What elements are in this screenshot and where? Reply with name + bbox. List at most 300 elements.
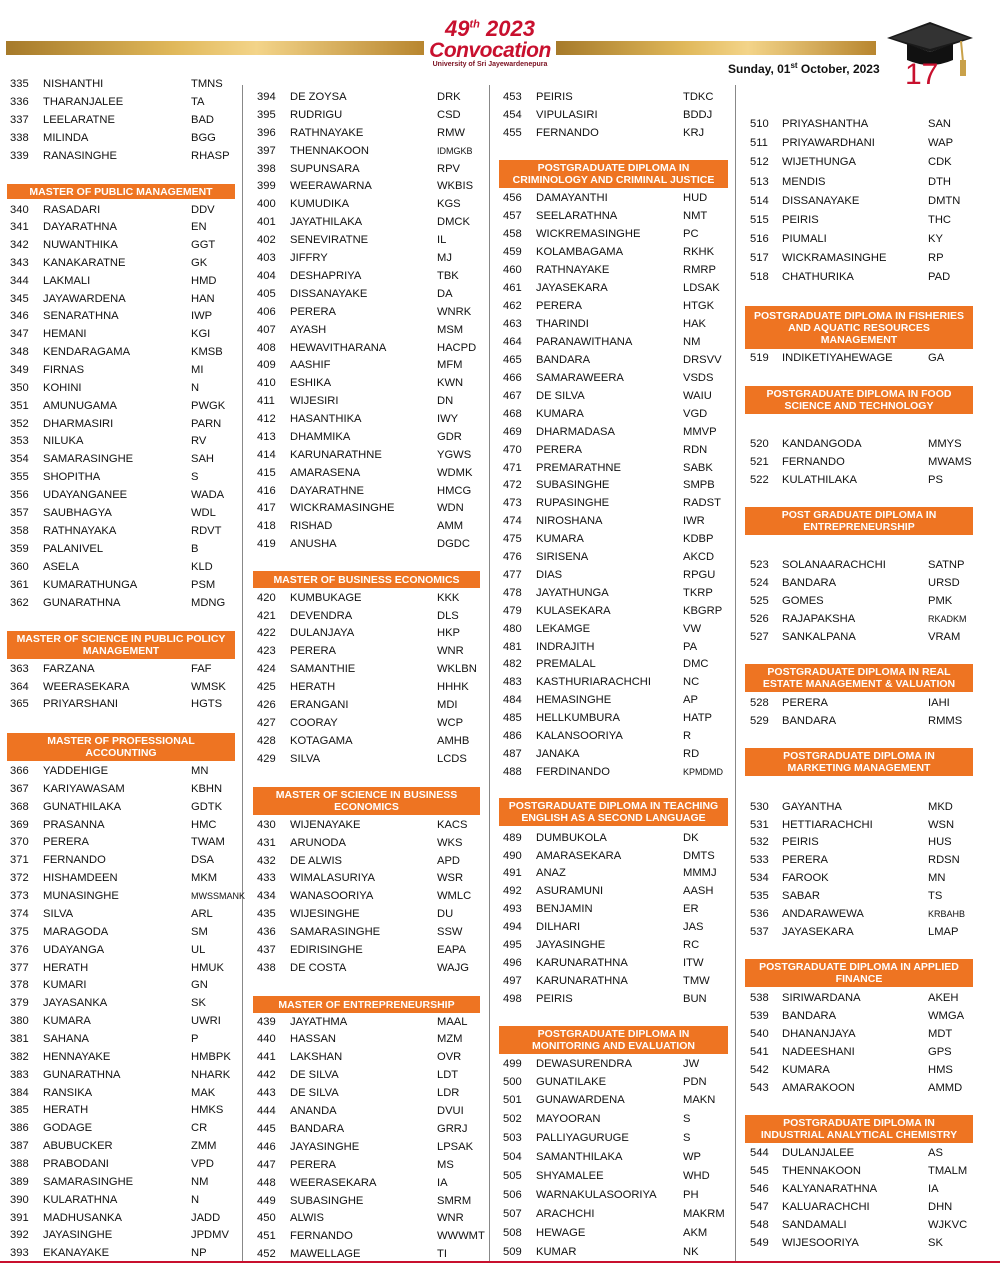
column-divider-3: [735, 85, 736, 1261]
graduate-name: HASSAN: [290, 1033, 337, 1045]
graduate-name: KUMBUKAGE: [290, 592, 362, 604]
graduate-code: YGWS: [437, 449, 472, 461]
graduate-number: 341: [10, 221, 29, 233]
graduate-row: [257, 1067, 482, 1083]
graduate-number: 547: [750, 1201, 769, 1213]
graduate-row: [257, 888, 482, 904]
graduate-number: 513: [750, 176, 769, 188]
section-header: POSTGRADUATE DIPLOMA IN REAL ESTATE MANAGEMENT & VALUATION: [745, 664, 973, 692]
graduate-number: 534: [750, 872, 769, 884]
graduate-name: SUBASINGHE: [290, 1195, 364, 1207]
graduate-row: [257, 89, 482, 105]
graduate-code: PAD: [928, 271, 951, 283]
graduate-code: KPMDMD: [683, 767, 723, 777]
logo-title: Convocation: [429, 39, 551, 62]
graduate-number: 449: [257, 1195, 276, 1207]
graduate-name: JAYATHUNGA: [536, 587, 609, 599]
graduate-number: 340: [10, 204, 29, 216]
graduate-number: 538: [750, 992, 769, 1004]
graduate-row: [257, 447, 482, 463]
graduate-row: [10, 870, 235, 886]
graduate-number: 504: [503, 1151, 522, 1163]
graduate-row: [10, 326, 235, 342]
graduate-number: 366: [10, 765, 29, 777]
graduate-name: DHANANJAYA: [782, 1028, 856, 1040]
graduate-name: KASTHURIARACHCHI: [536, 676, 651, 688]
graduate-code: RKADKM: [928, 614, 967, 624]
graduate-name: GAYANTHA: [782, 801, 842, 813]
graduate-row: [10, 1013, 235, 1029]
graduate-row: [10, 487, 235, 503]
graduate-row: [10, 112, 235, 128]
graduate-name: PALLIYAGURUGE: [536, 1132, 629, 1144]
graduate-name: KARUNARATHNA: [536, 975, 628, 987]
graduate-row: [257, 924, 482, 940]
graduate-code: GK: [191, 257, 208, 269]
graduate-row: [257, 232, 482, 248]
graduate-name: GUNATHILAKA: [43, 801, 122, 813]
graduate-row: [503, 460, 728, 476]
graduate-number: 475: [503, 533, 522, 545]
graduate-name: JAYASEKARA: [536, 282, 608, 294]
graduate-code: VW: [683, 623, 702, 635]
graduate-name: PREMARATHNE: [536, 462, 621, 474]
section-header: MASTER OF PUBLIC MANAGEMENT: [7, 184, 235, 199]
graduate-row: [503, 621, 728, 637]
graduate-name: DHARMADASA: [536, 426, 615, 438]
graduate-number: 414: [257, 449, 276, 461]
graduate-name: THARANJALEE: [43, 96, 124, 108]
graduate-name: KUMARATHUNGA: [43, 579, 138, 591]
graduate-row: [257, 125, 482, 141]
graduate-name: LEELARATNE: [43, 114, 115, 126]
graduate-number: 410: [257, 377, 276, 389]
graduate-row: [503, 1092, 728, 1108]
graduate-number: 452: [257, 1248, 276, 1260]
graduate-row: [750, 135, 975, 151]
graduate-name: PRIYARSHANI: [43, 698, 119, 710]
graduate-code: SMRM: [437, 1195, 472, 1207]
graduate-code: RADST: [683, 497, 721, 509]
graduate-number: 509: [503, 1246, 522, 1258]
graduate-code: BGG: [191, 132, 216, 144]
graduate-row: [750, 817, 975, 833]
graduate-number: 376: [10, 944, 29, 956]
graduate-code: HHHK: [437, 681, 469, 693]
graduate-row: [503, 830, 728, 846]
graduate-number: 469: [503, 426, 522, 438]
graduate-number: 436: [257, 926, 276, 938]
graduate-name: RATHNAYAKE: [536, 264, 610, 276]
graduate-name: DHAMMIKA: [290, 431, 351, 443]
graduate-code: HUD: [683, 192, 708, 204]
graduate-number: 446: [257, 1141, 276, 1153]
graduate-name: AMUNUGAMA: [43, 400, 117, 412]
graduate-code: RPV: [437, 163, 461, 175]
graduate-row: [503, 442, 728, 458]
graduate-code: KLD: [191, 561, 213, 573]
graduate-number: 438: [257, 962, 276, 974]
graduate-row: [503, 89, 728, 105]
graduate-row: [750, 1044, 975, 1060]
graduate-code: R: [683, 730, 692, 742]
graduate-name: JAYASINGHE: [536, 939, 606, 951]
graduate-name: INDIKETIYAHEWAGE: [782, 352, 893, 364]
graduate-row: [257, 411, 482, 427]
graduate-name: KALANSOORIYA: [536, 730, 623, 742]
graduate-number: 357: [10, 507, 29, 519]
graduate-row: [750, 231, 975, 247]
graduate-row: [750, 1181, 975, 1197]
graduate-number: 412: [257, 413, 276, 425]
graduate-code: MZM: [437, 1033, 463, 1045]
graduate-name: DULANJALEE: [782, 1147, 855, 1159]
graduate-code: WJKVC: [928, 1219, 968, 1231]
graduate-row: [750, 990, 975, 1006]
graduate-number: 458: [503, 228, 522, 240]
graduate-number: 402: [257, 234, 276, 246]
graduate-code: HAN: [191, 293, 215, 305]
graduate-name: WIJESINGHE: [290, 908, 360, 920]
graduate-name: DE SILVA: [536, 390, 585, 402]
graduate-row: [257, 304, 482, 320]
graduate-row: [750, 436, 975, 452]
graduate-number: 546: [750, 1183, 769, 1195]
graduate-number: 549: [750, 1237, 769, 1249]
graduate-name: RISHAD: [290, 520, 333, 532]
graduate-code: DMTS: [683, 850, 715, 862]
graduate-number: 525: [750, 595, 769, 607]
graduate-row: [503, 262, 728, 278]
section-header: MASTER OF BUSINESS ECONOMICS: [253, 571, 480, 588]
graduate-number: 404: [257, 270, 276, 282]
graduate-row: [750, 174, 975, 190]
graduate-number: 495: [503, 939, 522, 951]
graduate-number: 490: [503, 850, 522, 862]
graduate-code: GGT: [191, 239, 216, 251]
graduate-row: [257, 625, 482, 641]
graduate-name: KUMARA: [43, 1015, 91, 1027]
graduate-name: ANUSHA: [290, 538, 337, 550]
graduate-code: HGTS: [191, 698, 223, 710]
graduate-row: [503, 226, 728, 242]
graduate-row: [257, 250, 482, 266]
graduate-number: 455: [503, 127, 522, 139]
graduate-name: DE SILVA: [290, 1087, 339, 1099]
graduate-number: 338: [10, 132, 29, 144]
graduate-row: [750, 924, 975, 940]
graduate-number: 429: [257, 753, 276, 765]
graduate-name: KUMUDIKA: [290, 198, 350, 210]
graduate-row: [257, 960, 482, 976]
graduate-name: DEWASURENDRA: [536, 1058, 632, 1070]
graduate-row: [503, 1187, 728, 1203]
graduate-row: [503, 901, 728, 917]
graduate-name: ANDARAWEWA: [782, 908, 864, 920]
graduate-code: LDR: [437, 1087, 460, 1099]
graduate-row: [503, 352, 728, 368]
graduate-name: HERATH: [43, 962, 89, 974]
graduate-name: UDAYANGA: [43, 944, 105, 956]
graduate-code: DMC: [683, 658, 709, 670]
graduate-row: [503, 1244, 728, 1260]
graduate-number: 464: [503, 336, 522, 348]
graduate-number: 362: [10, 597, 29, 609]
graduate-number: 421: [257, 610, 276, 622]
graduate-row: [10, 1031, 235, 1047]
graduate-number: 523: [750, 559, 769, 571]
graduate-row: [503, 567, 728, 583]
graduate-row: [10, 469, 235, 485]
graduate-number: 483: [503, 676, 522, 688]
graduate-number: 374: [10, 908, 29, 920]
graduate-number: 405: [257, 288, 276, 300]
graduate-code: DMCK: [437, 216, 470, 228]
graduate-name: PEIRIS: [782, 836, 819, 848]
graduate-name: FERNANDO: [43, 854, 106, 866]
graduate-number: 373: [10, 890, 29, 902]
logo-university: University of Sri Jayewardenepura: [432, 61, 548, 68]
graduate-code: AMMD: [928, 1082, 963, 1094]
graduate-number: 479: [503, 605, 522, 617]
graduate-code: PH: [683, 1189, 699, 1201]
graduate-number: 361: [10, 579, 29, 591]
graduate-name: NUWANTHIKA: [43, 239, 118, 251]
graduate-name: WANASOORIYA: [290, 890, 374, 902]
graduate-row: [10, 1085, 235, 1101]
graduate-name: JIFFRY: [290, 252, 328, 264]
logo-ordinal-suffix: th: [469, 18, 480, 31]
graduate-code: TWAM: [191, 836, 225, 848]
graduate-code: DK: [683, 832, 699, 844]
graduate-name: DUMBUKOLA: [536, 832, 607, 844]
graduate-code: MDT: [928, 1028, 953, 1040]
page-date: [728, 61, 880, 76]
graduate-name: KALUARACHCHI: [782, 1201, 870, 1213]
graduate-code: SATNP: [928, 559, 965, 571]
graduate-number: 392: [10, 1229, 29, 1241]
graduate-row: [750, 250, 975, 266]
graduate-name: WICKRAMASINGHE: [782, 252, 887, 264]
graduate-row: [503, 424, 728, 440]
graduate-row: [257, 1193, 482, 1209]
graduate-code: MN: [928, 872, 946, 884]
graduate-code: PMK: [928, 595, 953, 607]
graduate-name: HASANTHIKA: [290, 413, 362, 425]
graduate-code: MS: [437, 1159, 454, 1171]
graduate-number: 344: [10, 275, 29, 287]
graduate-code: HTGK: [683, 300, 715, 312]
graduate-name: KANDANGODA: [782, 438, 862, 450]
graduate-code: SAH: [191, 453, 215, 465]
graduate-number: 346: [10, 310, 29, 322]
graduate-code: GDTK: [191, 801, 223, 813]
graduate-row: [10, 1227, 235, 1243]
graduate-number: 535: [750, 890, 769, 902]
graduate-number: 411: [257, 395, 275, 407]
graduate-row: [503, 190, 728, 206]
graduate-number: 437: [257, 944, 276, 956]
graduate-number: 461: [503, 282, 522, 294]
graduate-number: 391: [10, 1212, 29, 1224]
graduate-number: 468: [503, 408, 522, 420]
graduate-name: THENNAKOON: [290, 145, 369, 157]
graduate-row: [10, 1067, 235, 1083]
graduate-code: MDNG: [191, 597, 226, 609]
graduate-code: WMSK: [191, 681, 226, 693]
graduate-code: TMW: [683, 975, 710, 987]
graduate-number: 384: [10, 1087, 29, 1099]
graduate-name: PREMALAL: [536, 658, 596, 670]
graduate-name: WARNAKULASOORIYA: [536, 1189, 657, 1201]
graduate-row: [503, 208, 728, 224]
graduate-name: HEWAGE: [536, 1227, 586, 1239]
graduate-name: LAKMALI: [43, 275, 91, 287]
graduate-row: [10, 416, 235, 432]
graduate-code: PDN: [683, 1076, 707, 1088]
graduate-row: [10, 433, 235, 449]
graduate-number: 486: [503, 730, 522, 742]
graduate-number: 413: [257, 431, 276, 443]
graduate-name: ASELA: [43, 561, 80, 573]
graduate-number: 531: [750, 819, 769, 831]
graduate-name: DHARMASIRI: [43, 418, 114, 430]
graduate-code: WADA: [191, 489, 225, 501]
graduate-row: [257, 214, 482, 230]
graduate-row: [257, 1085, 482, 1101]
graduate-code: LDT: [437, 1069, 459, 1081]
graduate-row: [503, 1149, 728, 1165]
graduate-number: 430: [257, 819, 276, 831]
graduate-code: PARN: [191, 418, 222, 430]
graduate-name: HEWAVITHARANA: [290, 342, 387, 354]
graduate-name: RUPASINGHE: [536, 497, 610, 509]
graduate-row: [503, 513, 728, 529]
graduate-number: 537: [750, 926, 769, 938]
graduate-number: 434: [257, 890, 276, 902]
graduate-row: [503, 1074, 728, 1090]
header-gold-bar-right: [556, 41, 876, 55]
graduate-name: ARUNODA: [290, 837, 346, 849]
graduate-number: 489: [503, 832, 522, 844]
graduate-code: DU: [437, 908, 454, 920]
graduate-number: 520: [750, 438, 769, 450]
section-header: POSTGRADUATE DIPLOMA IN APPLIED FINANCE: [745, 959, 973, 987]
graduate-number: 497: [503, 975, 522, 987]
graduate-name: AMARAKOON: [782, 1082, 855, 1094]
graduate-row: [750, 350, 975, 366]
graduate-number: 506: [503, 1189, 522, 1201]
graduate-number: 390: [10, 1194, 29, 1206]
graduate-name: DAYARATHNA: [43, 221, 117, 233]
logo-ordinal: 49: [445, 16, 470, 41]
graduate-number: 541: [750, 1046, 769, 1058]
graduate-code: LMAP: [928, 926, 959, 938]
graduate-number: 460: [503, 264, 522, 276]
graduate-code: P: [191, 1033, 199, 1045]
graduate-number: 339: [10, 150, 29, 162]
graduate-row: [10, 130, 235, 146]
graduate-code: MMVP: [683, 426, 717, 438]
graduate-name: PRASANNA: [43, 819, 105, 831]
graduate-number: 476: [503, 551, 522, 563]
graduate-number: 544: [750, 1147, 769, 1159]
graduate-name: THARINDI: [536, 318, 589, 330]
graduate-code: BUN: [683, 993, 707, 1005]
page-number: 17: [905, 58, 939, 91]
graduate-row: [750, 906, 975, 922]
graduate-code: RDVT: [191, 525, 222, 537]
graduate-number: 440: [257, 1033, 276, 1045]
graduate-code: GDR: [437, 431, 462, 443]
graduate-code: LPSAK: [437, 1141, 474, 1153]
graduate-number: 372: [10, 872, 29, 884]
graduate-code: N: [191, 1194, 200, 1206]
graduate-name: WIMALASURIYA: [290, 872, 375, 884]
graduate-name: HENNAYAKE: [43, 1051, 111, 1063]
graduate-number: 542: [750, 1064, 769, 1076]
graduate-number: 494: [503, 921, 522, 933]
graduate-number: 540: [750, 1028, 769, 1040]
graduate-number: 518: [750, 271, 769, 283]
graduate-row: [503, 883, 728, 899]
graduate-number: 508: [503, 1227, 522, 1239]
graduate-name: AMARASEKARA: [536, 850, 622, 862]
header-gold-bar-left: [6, 41, 424, 55]
graduate-code: RP: [928, 252, 944, 264]
graduate-code: MAKRM: [683, 1208, 725, 1220]
graduate-name: KOHINI: [43, 382, 82, 394]
graduate-number: 403: [257, 252, 276, 264]
graduate-code: HMKS: [191, 1104, 224, 1116]
graduate-row: [257, 661, 482, 677]
graduate-number: 463: [503, 318, 522, 330]
graduate-row: [257, 1139, 482, 1155]
graduate-number: 426: [257, 699, 276, 711]
graduate-row: [10, 960, 235, 976]
graduate-name: PERERA: [290, 645, 337, 657]
graduate-row: [503, 973, 728, 989]
graduate-row: [10, 679, 235, 695]
graduate-code: THC: [928, 214, 951, 226]
graduate-name: PRIYAWARDHANI: [782, 137, 875, 149]
graduate-number: 359: [10, 543, 29, 555]
graduate-code: SABK: [683, 462, 713, 474]
graduate-number: 367: [10, 783, 29, 795]
graduate-code: TS: [928, 890, 943, 902]
graduate-code: AMHB: [437, 735, 470, 747]
graduate-code: WDL: [191, 507, 216, 519]
graduate-name: DEVENDRA: [290, 610, 353, 622]
graduate-number: 433: [257, 872, 276, 884]
graduate-name: GUNAWARDENA: [536, 1094, 625, 1106]
graduate-number: 409: [257, 359, 276, 371]
graduate-row: [750, 557, 975, 573]
graduate-name: HEMASINGHE: [536, 694, 612, 706]
graduate-row: [503, 280, 728, 296]
graduate-name: GODAGE: [43, 1122, 93, 1134]
graduate-row: [750, 1062, 975, 1078]
graduate-name: AASHIF: [290, 359, 331, 371]
graduate-row: [257, 1157, 482, 1173]
graduate-row: [257, 375, 482, 391]
graduate-code: JAS: [683, 921, 704, 933]
graduate-code: HMUK: [191, 962, 224, 974]
graduate-code: HMBPK: [191, 1051, 231, 1063]
graduate-row: [257, 590, 482, 606]
graduate-name: KUMARA: [536, 408, 584, 420]
graduate-code: WMGA: [928, 1010, 965, 1022]
